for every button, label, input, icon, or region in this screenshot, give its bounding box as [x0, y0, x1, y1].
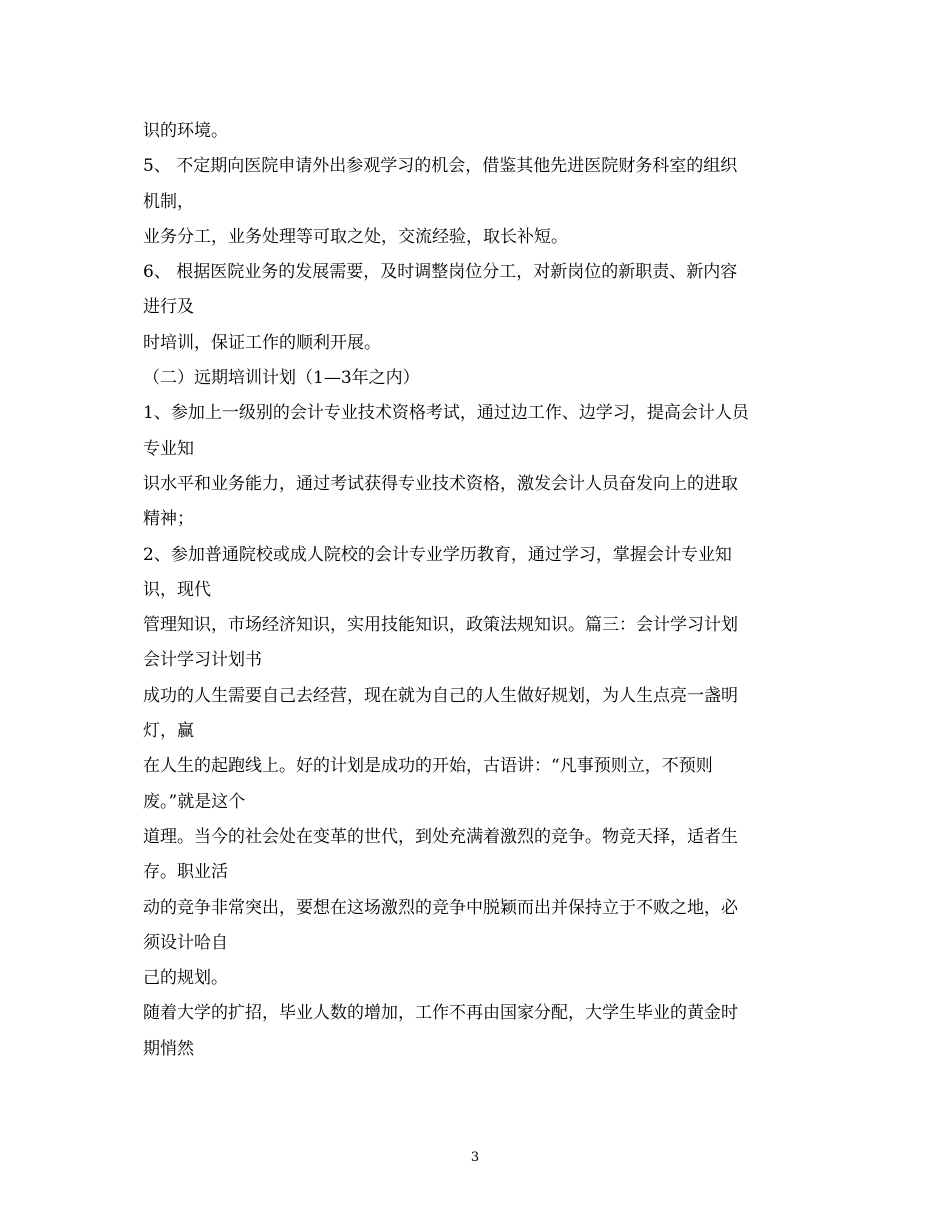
- section-heading: （二）远期培训计划（1—3年之内）: [143, 368, 420, 389]
- text-line: 精神；: [143, 509, 194, 530]
- text-line: 时培训，保证工作的顺利开展。: [143, 332, 381, 353]
- text-line: 6、 根据医院业务的发展需要，及时调整岗位分工，对新岗位的新职责、新内容: [143, 262, 738, 283]
- text-line: 识水平和业务能力，通过考试获得专业技术资格，激发会计人员奋发向上的进取: [143, 473, 738, 494]
- text-line: 成功的人生需要自己去经营，现在就为自己的人生做好规划，为人生点亮一盏明: [143, 685, 738, 706]
- text-line: 识的环境。: [143, 121, 228, 141]
- text-line: 业务分工，业务处理等可取之处，交流经验，取长补短。: [143, 226, 568, 247]
- text-line: 识，现代: [143, 579, 211, 600]
- text-line: 废。”就是这个: [143, 791, 246, 812]
- text-line: 须设计哈自: [143, 932, 228, 953]
- text-line: 5、 不定期向医院申请外出参观学习的机会，借鉴其他先进医院财务科室的组织: [143, 156, 738, 177]
- text-line: 2、参加普通院校或成人院校的会计专业学历教育，通过学习，掌握会计专业知: [143, 544, 732, 565]
- text-line: 在人生的起跑线上。好的计划是成功的开始，古语讲：“凡事预则立，不预则: [143, 756, 713, 777]
- text-line: 管理知识，市场经济知识，实用技能知识，政策法规知识。篇三：会计学习计划: [143, 615, 738, 636]
- text-line: 己的规划。: [143, 968, 228, 989]
- text-line: 进行及: [143, 297, 194, 318]
- body-text: [143, 114, 823, 1067]
- text-line: 道理。当今的社会处在变革的世代，到处充满着激烈的竞争。物竞天择，适者生: [143, 826, 738, 847]
- text-line: 会计学习计划书: [143, 650, 262, 671]
- text-line: 动的竞争非常突出，要想在这场激烈的竞争中脱颖而出并保持立于不败之地，必: [143, 897, 738, 918]
- text-line: 随着大学的扩招，毕业人数的增加，工作不再由国家分配，大学生毕业的黄金时: [143, 1003, 738, 1024]
- page-number: 3: [470, 1150, 480, 1165]
- text-line: 机制，: [143, 191, 194, 212]
- text-line: 1、参加上一级别的会计专业技术资格考试，通过边工作、边学习，提高会计人员: [143, 403, 749, 424]
- text-line: 专业知: [143, 438, 194, 459]
- text-line: 存。职业活: [143, 862, 228, 883]
- text-line: 期悄然: [143, 1038, 194, 1059]
- text-line: 灯，赢: [143, 721, 194, 742]
